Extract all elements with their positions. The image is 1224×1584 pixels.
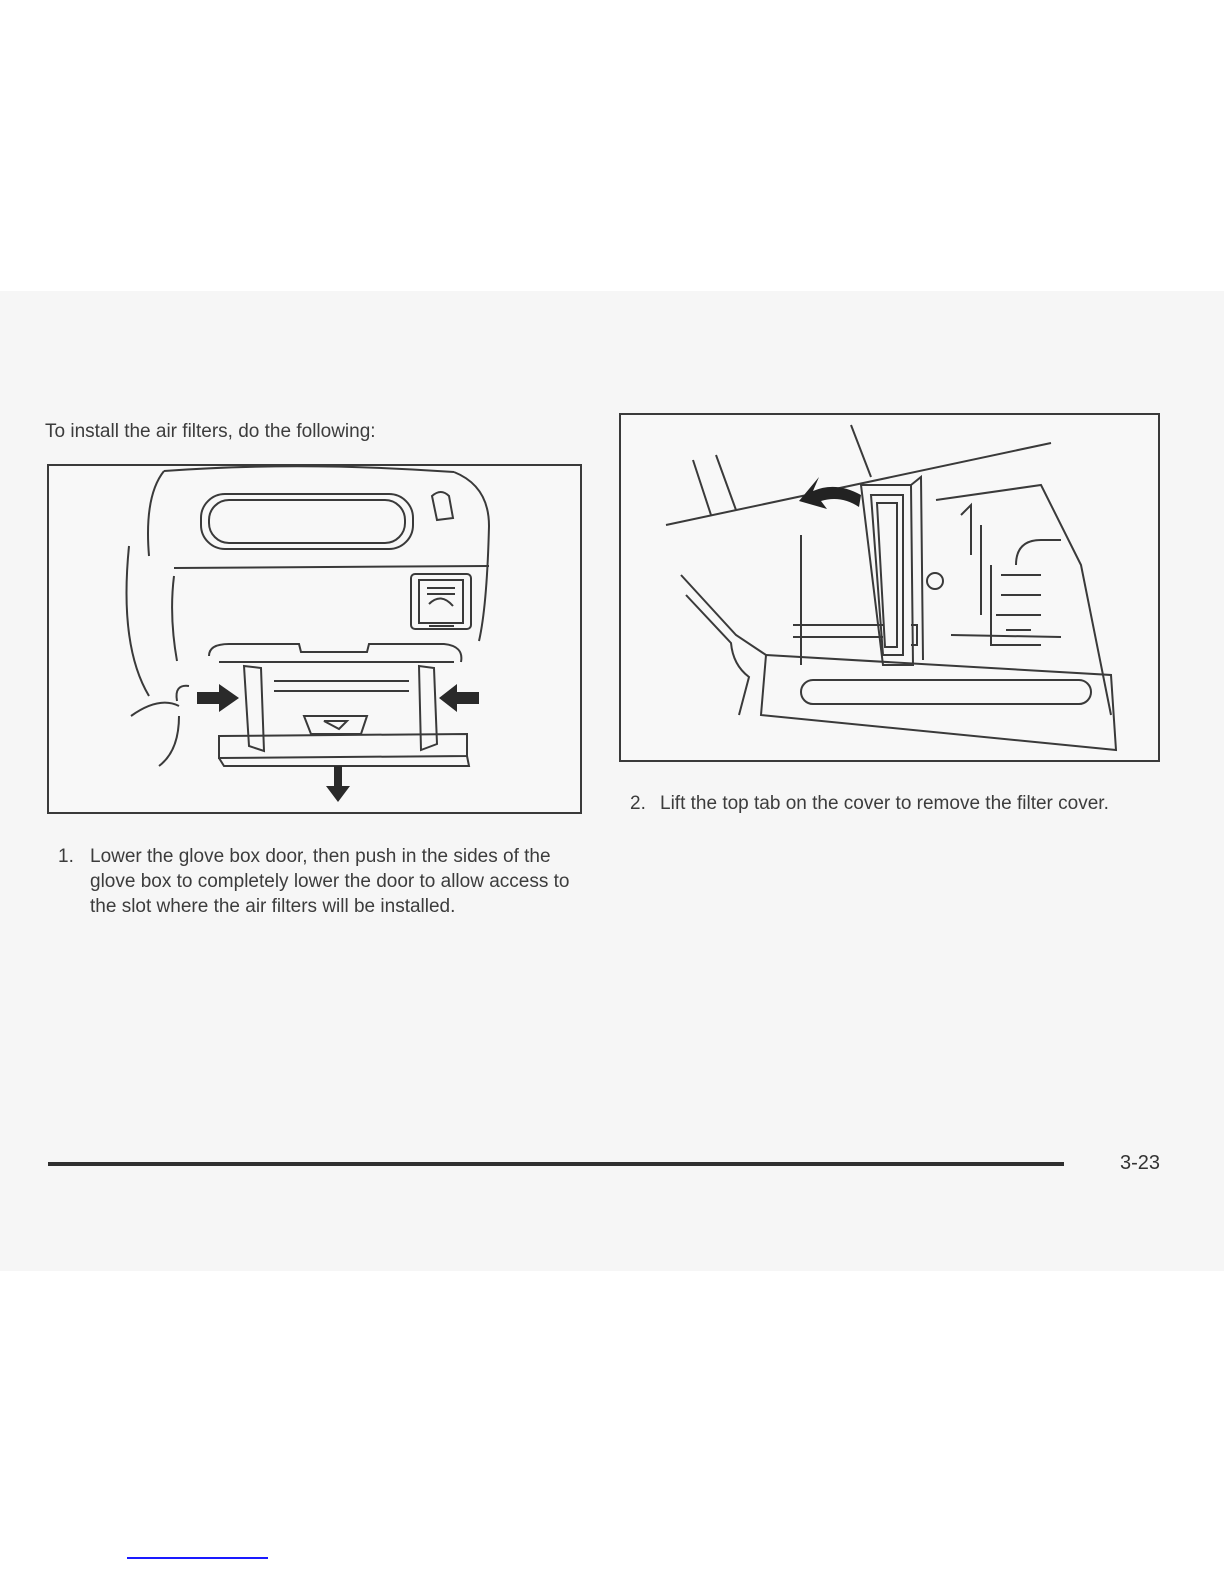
link-underline[interactable] xyxy=(127,1557,268,1559)
footer-rule xyxy=(48,1162,1064,1166)
filter-cover-figure xyxy=(619,413,1160,762)
step-1-text: Lower the glove box door, then push in the sides of the glove box to completely lower the door to allow access to the slot where the air filters will be installed. xyxy=(90,846,570,917)
glove-box-illustration-icon xyxy=(49,466,580,812)
intro-text: To install the air filters, do the following: xyxy=(45,421,376,442)
step-2-text: Lift the top tab on the cover to remove the filter cover. xyxy=(660,793,1109,814)
step-1 xyxy=(58,844,598,919)
step-2-number: 2. xyxy=(630,793,646,814)
page-number: 3-23 xyxy=(1120,1152,1161,1174)
filter-cover-illustration-icon xyxy=(621,415,1158,760)
manual-page xyxy=(0,291,1224,1271)
step-2 xyxy=(630,791,1130,816)
step-1-number: 1. xyxy=(58,846,74,867)
glove-box-figure xyxy=(47,464,582,814)
